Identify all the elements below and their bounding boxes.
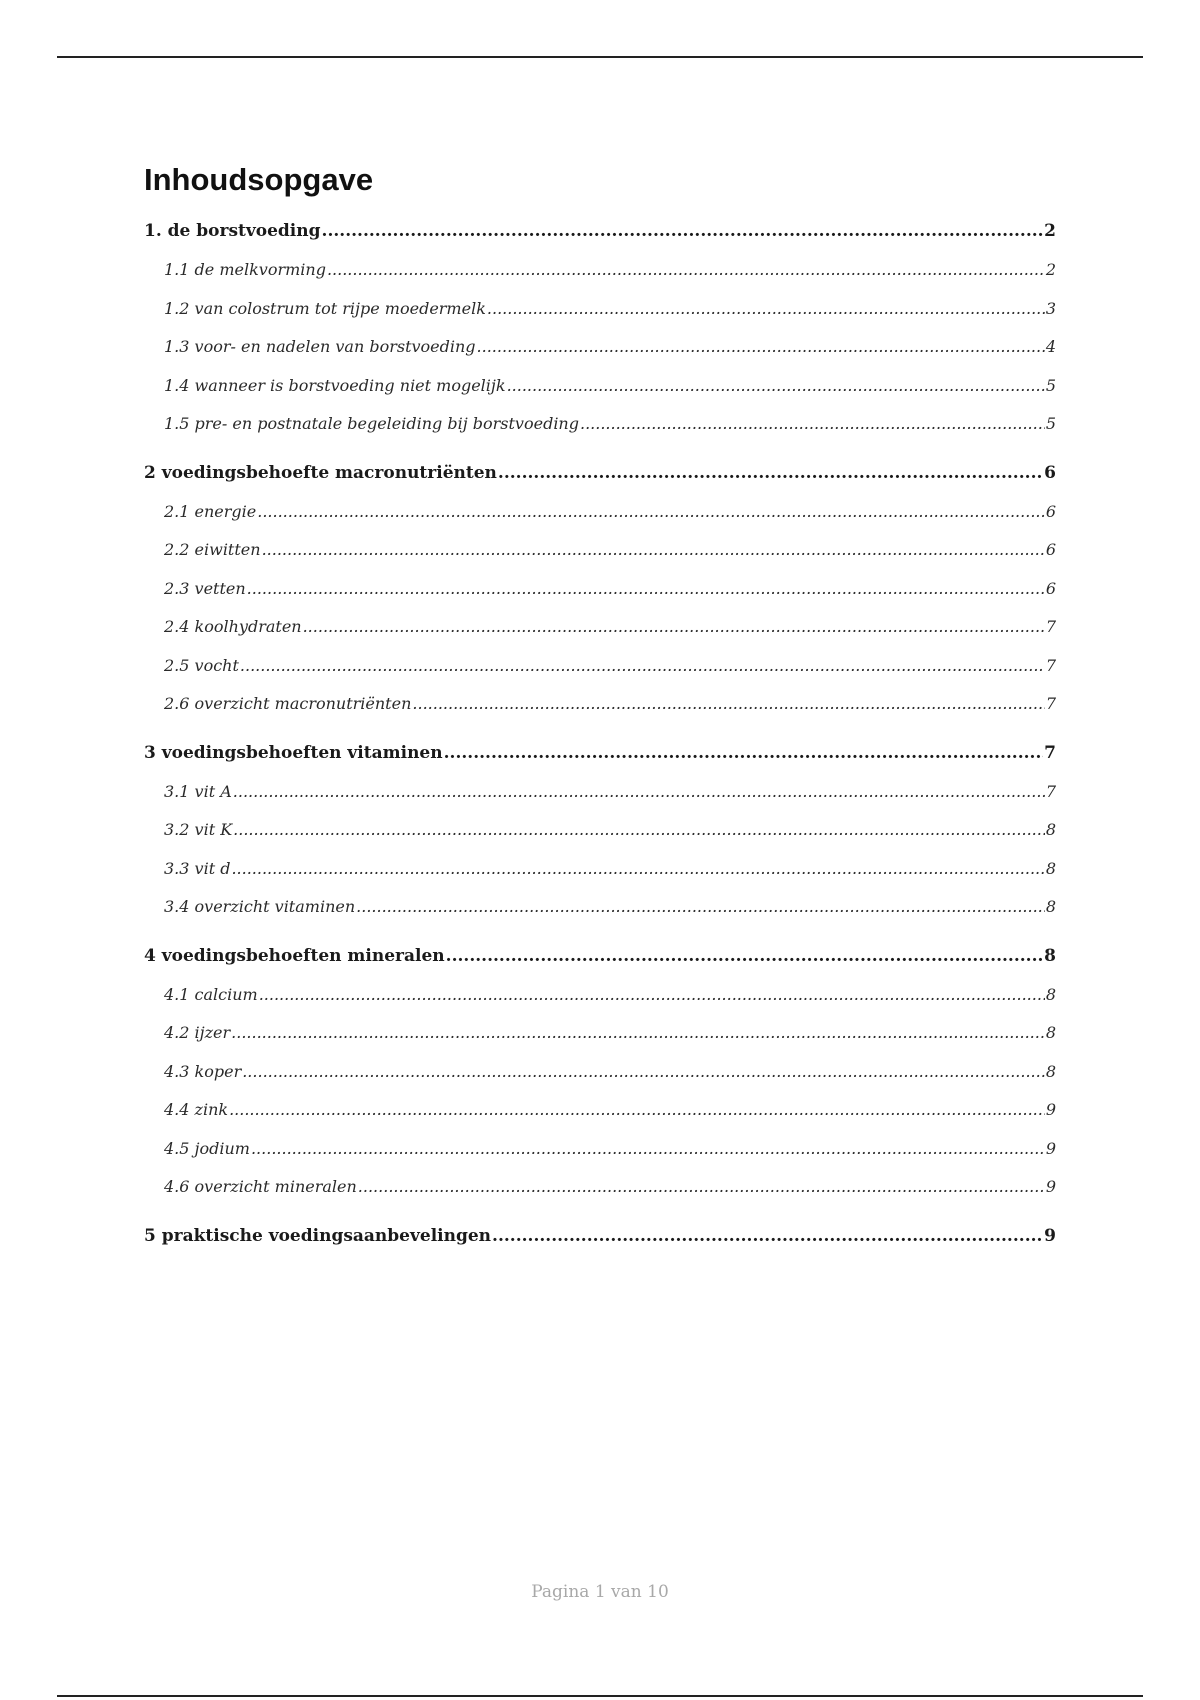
toc-entry-page: 5: [1045, 375, 1056, 395]
toc-leader-dots: [247, 570, 1045, 609]
toc-entry-label: 3.3 vit d: [164, 858, 231, 878]
toc-entry-label: 1. de borstvoeding: [144, 221, 321, 241]
toc-leader-dots: [492, 1217, 1043, 1256]
toc-entry-3-2[interactable]: [144, 811, 1056, 850]
footer-rule: [57, 1695, 1143, 1697]
toc-entry-page: 8: [1045, 820, 1056, 839]
toc-entry-page: 8: [1045, 897, 1056, 916]
toc-entry-page: 7: [1045, 694, 1056, 713]
toc-leader-dots: [327, 251, 1045, 290]
toc-entry-page: 5: [1045, 414, 1056, 433]
header-rule: [57, 56, 1143, 58]
toc-entry-page: 7: [1044, 742, 1056, 763]
toc-entry-page: 9: [1045, 1177, 1056, 1196]
toc-entry-page: 9: [1045, 1100, 1056, 1119]
toc-leader-dots: [580, 405, 1045, 444]
toc-leader-dots: [259, 976, 1045, 1015]
toc-entry-label: 4.6 overzicht mineralen: [164, 1177, 357, 1196]
toc-entry-3-3[interactable]: [144, 850, 1056, 889]
toc-entry-page: 8: [1045, 1023, 1056, 1042]
toc-leader-dots: [507, 367, 1045, 406]
toc-leader-dots: [242, 1053, 1045, 1092]
toc-entry-page: 7: [1045, 655, 1056, 675]
toc-entry-page: 8: [1044, 945, 1056, 966]
toc-entry-page: 9: [1044, 1225, 1056, 1246]
toc-entry-4-2[interactable]: [144, 1014, 1056, 1053]
toc-entry-page: 4: [1045, 337, 1056, 356]
toc-leader-dots: [233, 773, 1045, 812]
toc-entry-4-1[interactable]: [144, 976, 1056, 1015]
toc-entry-page: 2: [1045, 260, 1056, 279]
toc-entry-section-3[interactable]: [144, 734, 1056, 773]
toc-entry-page: 8: [1045, 1061, 1056, 1081]
toc-entry-1-3[interactable]: [144, 328, 1056, 367]
toc-leader-dots: [303, 608, 1045, 647]
page-number-footer: Pagina 1 van 10: [531, 1582, 669, 1602]
toc-leader-dots: [444, 734, 1044, 773]
toc-entry-label: 3.1 vit A: [164, 781, 232, 801]
toc-entry-2-2[interactable]: [144, 531, 1056, 570]
toc-entry-page: 7: [1045, 781, 1056, 801]
toc-entry-3-1[interactable]: [144, 773, 1056, 812]
toc-entry-label: 4.1 calcium: [164, 984, 258, 1004]
toc-entry-label: 2.2 eiwitten: [164, 540, 261, 559]
toc-entry-label: 1.2 van colostrum tot rijpe moedermelk: [164, 298, 486, 318]
toc-entry-page: 6: [1045, 540, 1056, 559]
toc-entry-label: 3.4 overzicht vitaminen: [164, 897, 356, 916]
toc-entry-section-5[interactable]: [144, 1217, 1056, 1256]
toc-entry-4-5[interactable]: [144, 1130, 1056, 1169]
toc-leader-dots: [322, 212, 1044, 251]
toc-entry-2-6[interactable]: [144, 685, 1056, 724]
toc-entry-page: 8: [1045, 984, 1056, 1004]
toc-leader-dots: [233, 811, 1045, 850]
toc-entry-section-4[interactable]: [144, 937, 1056, 976]
toc-entry-page: 3: [1045, 298, 1056, 318]
toc-leader-dots: [240, 647, 1045, 686]
toc-leader-dots: [257, 493, 1045, 532]
toc-leader-dots: [487, 290, 1045, 329]
toc-leader-dots: [356, 888, 1045, 927]
toc-leader-dots: [477, 328, 1045, 367]
toc-entry-4-4[interactable]: [144, 1091, 1056, 1130]
toc-leader-dots: [231, 1014, 1045, 1053]
toc-entry-label: 2.5 vocht: [164, 655, 239, 675]
toc-entry-label: 2.3 vetten: [164, 578, 246, 598]
toc-entry-label: 4.4 zink: [164, 1100, 229, 1119]
table-of-contents: [144, 162, 1056, 1256]
toc-entry-label: 1.3 voor- en nadelen van borstvoeding: [164, 337, 476, 356]
toc-entry-label: 2.4 koolhydraten: [164, 617, 302, 636]
toc-entry-4-6[interactable]: [144, 1168, 1056, 1207]
toc-entry-2-3[interactable]: [144, 570, 1056, 609]
toc-entry-label: 3.2 vit K: [164, 820, 233, 839]
toc-entry-2-4[interactable]: [144, 608, 1056, 647]
toc-entry-label: 1.1 de melkvorming: [164, 260, 326, 279]
toc-entry-section-2[interactable]: [144, 454, 1056, 493]
toc-entry-label: 2.1 energie: [164, 501, 257, 521]
toc-entry-page: 6: [1045, 501, 1056, 521]
toc-leader-dots: [498, 454, 1043, 493]
toc-entry-label: 4.2 ijzer: [164, 1023, 231, 1042]
toc-entry-page: 6: [1044, 462, 1056, 483]
toc-leader-dots: [358, 1168, 1045, 1207]
toc-entry-1-1[interactable]: [144, 251, 1056, 290]
toc-entry-2-5[interactable]: [144, 647, 1056, 686]
toc-leader-dots: [251, 1130, 1045, 1169]
toc-entry-label: 3 voedingsbehoeften vitaminen: [144, 742, 443, 763]
toc-entry-page: 6: [1045, 578, 1056, 598]
toc-leader-dots: [229, 1091, 1045, 1130]
toc-leader-dots: [231, 850, 1044, 889]
toc-entry-label: 2.6 overzicht macronutriënten: [164, 694, 412, 713]
toc-entry-label: 2 voedingsbehoefte macronutriënten: [144, 462, 497, 483]
toc-entry-page: 7: [1045, 617, 1056, 636]
toc-entry-label: 4.3 koper: [164, 1061, 242, 1081]
toc-entry-3-4[interactable]: [144, 888, 1056, 927]
toc-entry-section-1[interactable]: [144, 212, 1056, 251]
toc-entry-page: 2: [1044, 221, 1056, 241]
toc-entry-page: 8: [1045, 858, 1056, 878]
toc-leader-dots: [412, 685, 1044, 724]
toc-entry-page: 9: [1045, 1138, 1056, 1158]
toc-leader-dots: [262, 531, 1045, 570]
toc-title: Inhoudsopgave: [144, 162, 374, 197]
toc-entry-1-5[interactable]: [144, 405, 1056, 444]
toc-leader-dots: [446, 937, 1044, 976]
toc-entry-label: 1.4 wanneer is borstvoeding niet mogelijk: [164, 375, 506, 395]
toc-entry-1-4[interactable]: [144, 367, 1056, 406]
toc-entry-label: 4.5 jodium: [164, 1138, 250, 1158]
toc-entry-4-3[interactable]: [144, 1053, 1056, 1092]
toc-entry-label: 4 voedingsbehoeften mineralen: [144, 945, 445, 966]
toc-entry-1-2[interactable]: [144, 290, 1056, 329]
toc-entry-label: 1.5 pre- en postnatale begeleiding bij borstvoeding: [164, 414, 579, 433]
toc-entry-label: 5 praktische voedingsaanbevelingen: [144, 1225, 492, 1246]
toc-entry-2-1[interactable]: [144, 493, 1056, 532]
